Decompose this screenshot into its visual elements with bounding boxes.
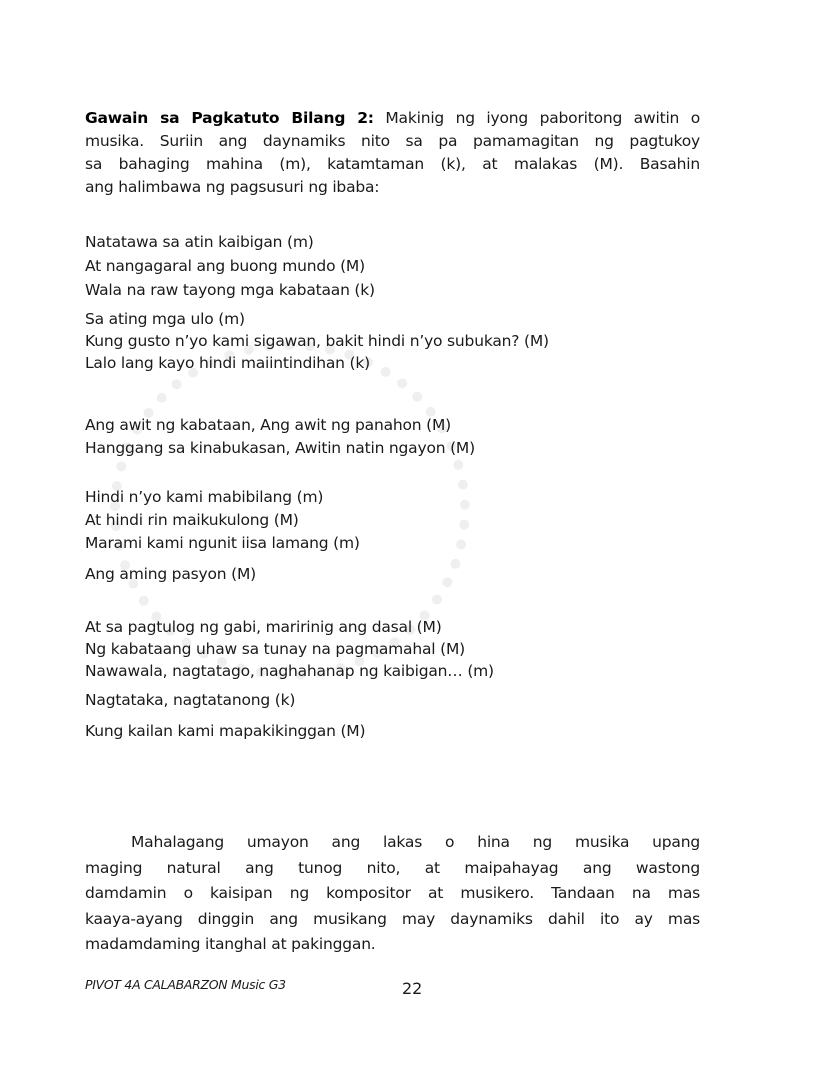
lyric-line: Hanggang sa kinabukasan, Awitin natin ngayon (M) [85, 439, 475, 457]
activity-line: sa bahaging mahina (m), katamtaman (k), at malakas (M). Basahin [85, 155, 700, 173]
closing-line: damdamin o kaisipan ng kompositor at musikero. Tandaan na mas [85, 884, 700, 902]
lyric-line: Wala na raw tayong mga kabataan (k) [85, 281, 375, 299]
lyric-line: Kung gusto n’yo kami sigawan, bakit hindi n’yo subukan? (M) [85, 332, 549, 350]
closing-line: kaaya-ayang dinggin ang musikang may daynamiks dahil ito ay mas [85, 910, 700, 928]
lyric-line: Kung kailan kami mapakikinggan (M) [85, 722, 366, 740]
closing-line: maging natural ang tunog nito, at maipahayag ang wastong [85, 859, 700, 877]
lyric-line: Lalo lang kayo hindi maiintindihan (k) [85, 354, 370, 372]
activity-title: Gawain sa Pagkatuto Bilang 2: [85, 109, 374, 127]
lyric-line: Ang aming pasyon (M) [85, 565, 256, 583]
lyric-line: Nagtataka, nagtatanong (k) [85, 691, 296, 709]
lyric-line: Natatawa sa atin kaibigan (m) [85, 233, 314, 251]
activity-line: musika. Suriin ang daynamiks nito sa pa pamamagitan ng pagtukoy [85, 132, 700, 150]
lyric-line: At sa pagtulog ng gabi, maririnig ang dasal (M) [85, 618, 442, 636]
lyric-line: Marami kami ngunit iisa lamang (m) [85, 534, 360, 552]
activity-line: Gawain sa Pagkatuto Bilang 2: Makinig ng iyong paboritong awitin o [85, 109, 700, 127]
page-number: 22 [402, 979, 423, 998]
lyric-line: Nawawala, nagtatago, naghahanap ng kaibigan… (m) [85, 662, 494, 680]
closing-line: Mahalagang umayon ang lakas o hina ng musika upang [131, 833, 700, 851]
lyric-line: Ang awit ng kabataan, Ang awit ng panahon (M) [85, 416, 452, 434]
lyric-line: At nangagaral ang buong mundo (M) [85, 257, 365, 275]
lyric-line: Ng kabataang uhaw sa tunay na pagmamahal (M) [85, 640, 465, 658]
activity-line: ang halimbawa ng pagsusuri ng ibaba: [85, 178, 380, 196]
lyric-line: Hindi n’yo kami mabibilang (m) [85, 488, 324, 506]
lyric-line: Sa ating mga ulo (m) [85, 310, 245, 328]
footer-source: PIVOT 4A CALABARZON Music G3 [85, 977, 286, 992]
lyric-line: At hindi rin maikukulong (M) [85, 511, 299, 529]
closing-line: madamdaming itanghal at pakinggan. [85, 935, 376, 953]
